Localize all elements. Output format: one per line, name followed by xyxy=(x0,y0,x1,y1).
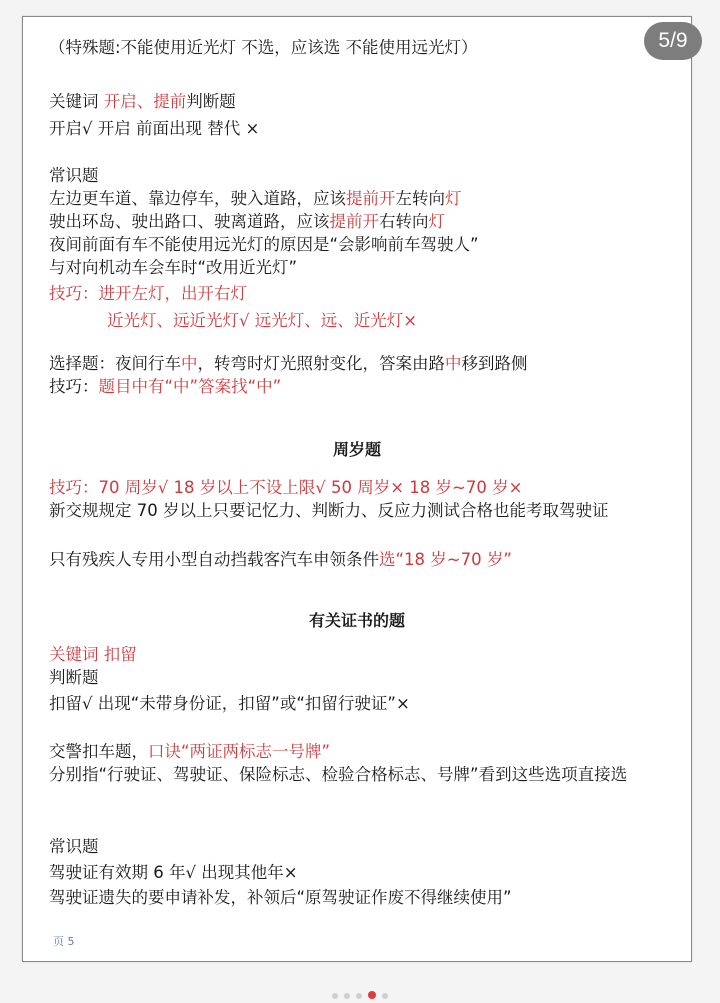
text-span: 右转向 xyxy=(379,212,429,231)
highlight-span: 灯 xyxy=(445,189,462,208)
section-heading: 有关证书的题 xyxy=(308,611,405,630)
text-span: 交警扣车题， xyxy=(49,742,148,761)
tip-line: 技巧：70 周岁√ 18 岁以上不设上限√ 50 周岁× 18 岁~70 岁× xyxy=(49,478,523,497)
document-page xyxy=(22,16,692,962)
page-dot[interactable] xyxy=(332,993,338,999)
text-span: 左转向 xyxy=(395,189,445,208)
text-span: ，转弯时灯光照射变化，答案由路 xyxy=(197,354,445,373)
section-label: 常识题 xyxy=(49,166,99,185)
text-span: 移到路侧 xyxy=(461,354,528,373)
text-line xyxy=(49,211,445,233)
text-span: 选择题：夜间行车 xyxy=(49,354,181,373)
tip-line: 技巧：进开左灯，出开右灯 xyxy=(49,284,247,303)
highlight-span: 题目中有“中”答案找“中” xyxy=(98,377,282,396)
page-dot[interactable] xyxy=(382,993,388,999)
keyword-highlight: 开启、提前 xyxy=(103,92,187,111)
text-line xyxy=(49,741,330,763)
text-line: 与对向机动车会车时“改用近光灯” xyxy=(49,258,298,277)
page-counter-badge: 5/9 xyxy=(644,22,702,60)
keyword-line xyxy=(49,91,236,113)
text-span: 只有残疾人专用小型自动挡载客汽车申领条件 xyxy=(49,550,379,569)
text-span: 技巧： xyxy=(49,377,99,396)
keyword-label: 关键词 xyxy=(49,92,104,111)
text-span: 驶出环岛、驶出路口、驶离道路，应该 xyxy=(49,212,330,231)
section-label: 常识题 xyxy=(49,837,99,856)
text-line: 夜间前面有车不能使用远光灯的原因是“会影响前车驾驶人” xyxy=(49,235,479,254)
tip-line: 近光灯、远近光灯√ 远光灯、远、近光灯× xyxy=(107,311,418,330)
highlight-span: 中 xyxy=(181,354,198,373)
special-note: （特殊题:不能使用近光灯 不选，应该选 不能使用远光灯） xyxy=(49,38,478,57)
text-line xyxy=(49,353,528,375)
keyword-type: 判断题 xyxy=(186,92,236,111)
text-span: 左边更车道、靠边停车，驶入道路，应该 xyxy=(49,189,346,208)
highlight-span: 提前开 xyxy=(329,212,379,231)
highlight-span: 灯 xyxy=(428,212,445,231)
page-dot[interactable] xyxy=(344,993,350,999)
page-dot[interactable] xyxy=(356,993,362,999)
text-line: 开启√ 开启 前面出现 替代 × xyxy=(49,119,260,138)
text-line: 新交规规定 70 岁以上只要记忆力、判断力、反应力测试合格也能考取驾驶证 xyxy=(49,501,609,520)
highlight-span: 中 xyxy=(445,354,462,373)
text-line xyxy=(49,188,462,210)
text-line: 分别指“行驶证、驾驶证、保险标志、检验合格标志、号牌”看到这些选项直接选 xyxy=(49,765,628,784)
text-line xyxy=(49,549,512,571)
highlight-span: 口诀“两证两标志一号牌” xyxy=(148,742,331,761)
page-footer: 页 5 xyxy=(53,935,75,948)
keyword-line: 关键词 扣留 xyxy=(49,645,137,664)
section-heading: 周岁题 xyxy=(332,440,381,459)
section-label: 判断题 xyxy=(49,668,99,687)
highlight-span: 提前开 xyxy=(346,189,396,208)
page-dot-active[interactable] xyxy=(368,991,376,999)
text-line: 扣留√ 出现“未带身份证，扣留”或“扣留行驶证”× xyxy=(49,694,410,713)
text-line: 驾驶证有效期 6 年√ 出现其他年× xyxy=(49,863,298,882)
text-line: 驾驶证遗失的要申请补发，补领后“原驾驶证作废不得继续使用” xyxy=(49,888,512,907)
tip-line xyxy=(49,376,281,398)
highlight-span: 选“18 岁~70 岁” xyxy=(379,550,512,569)
